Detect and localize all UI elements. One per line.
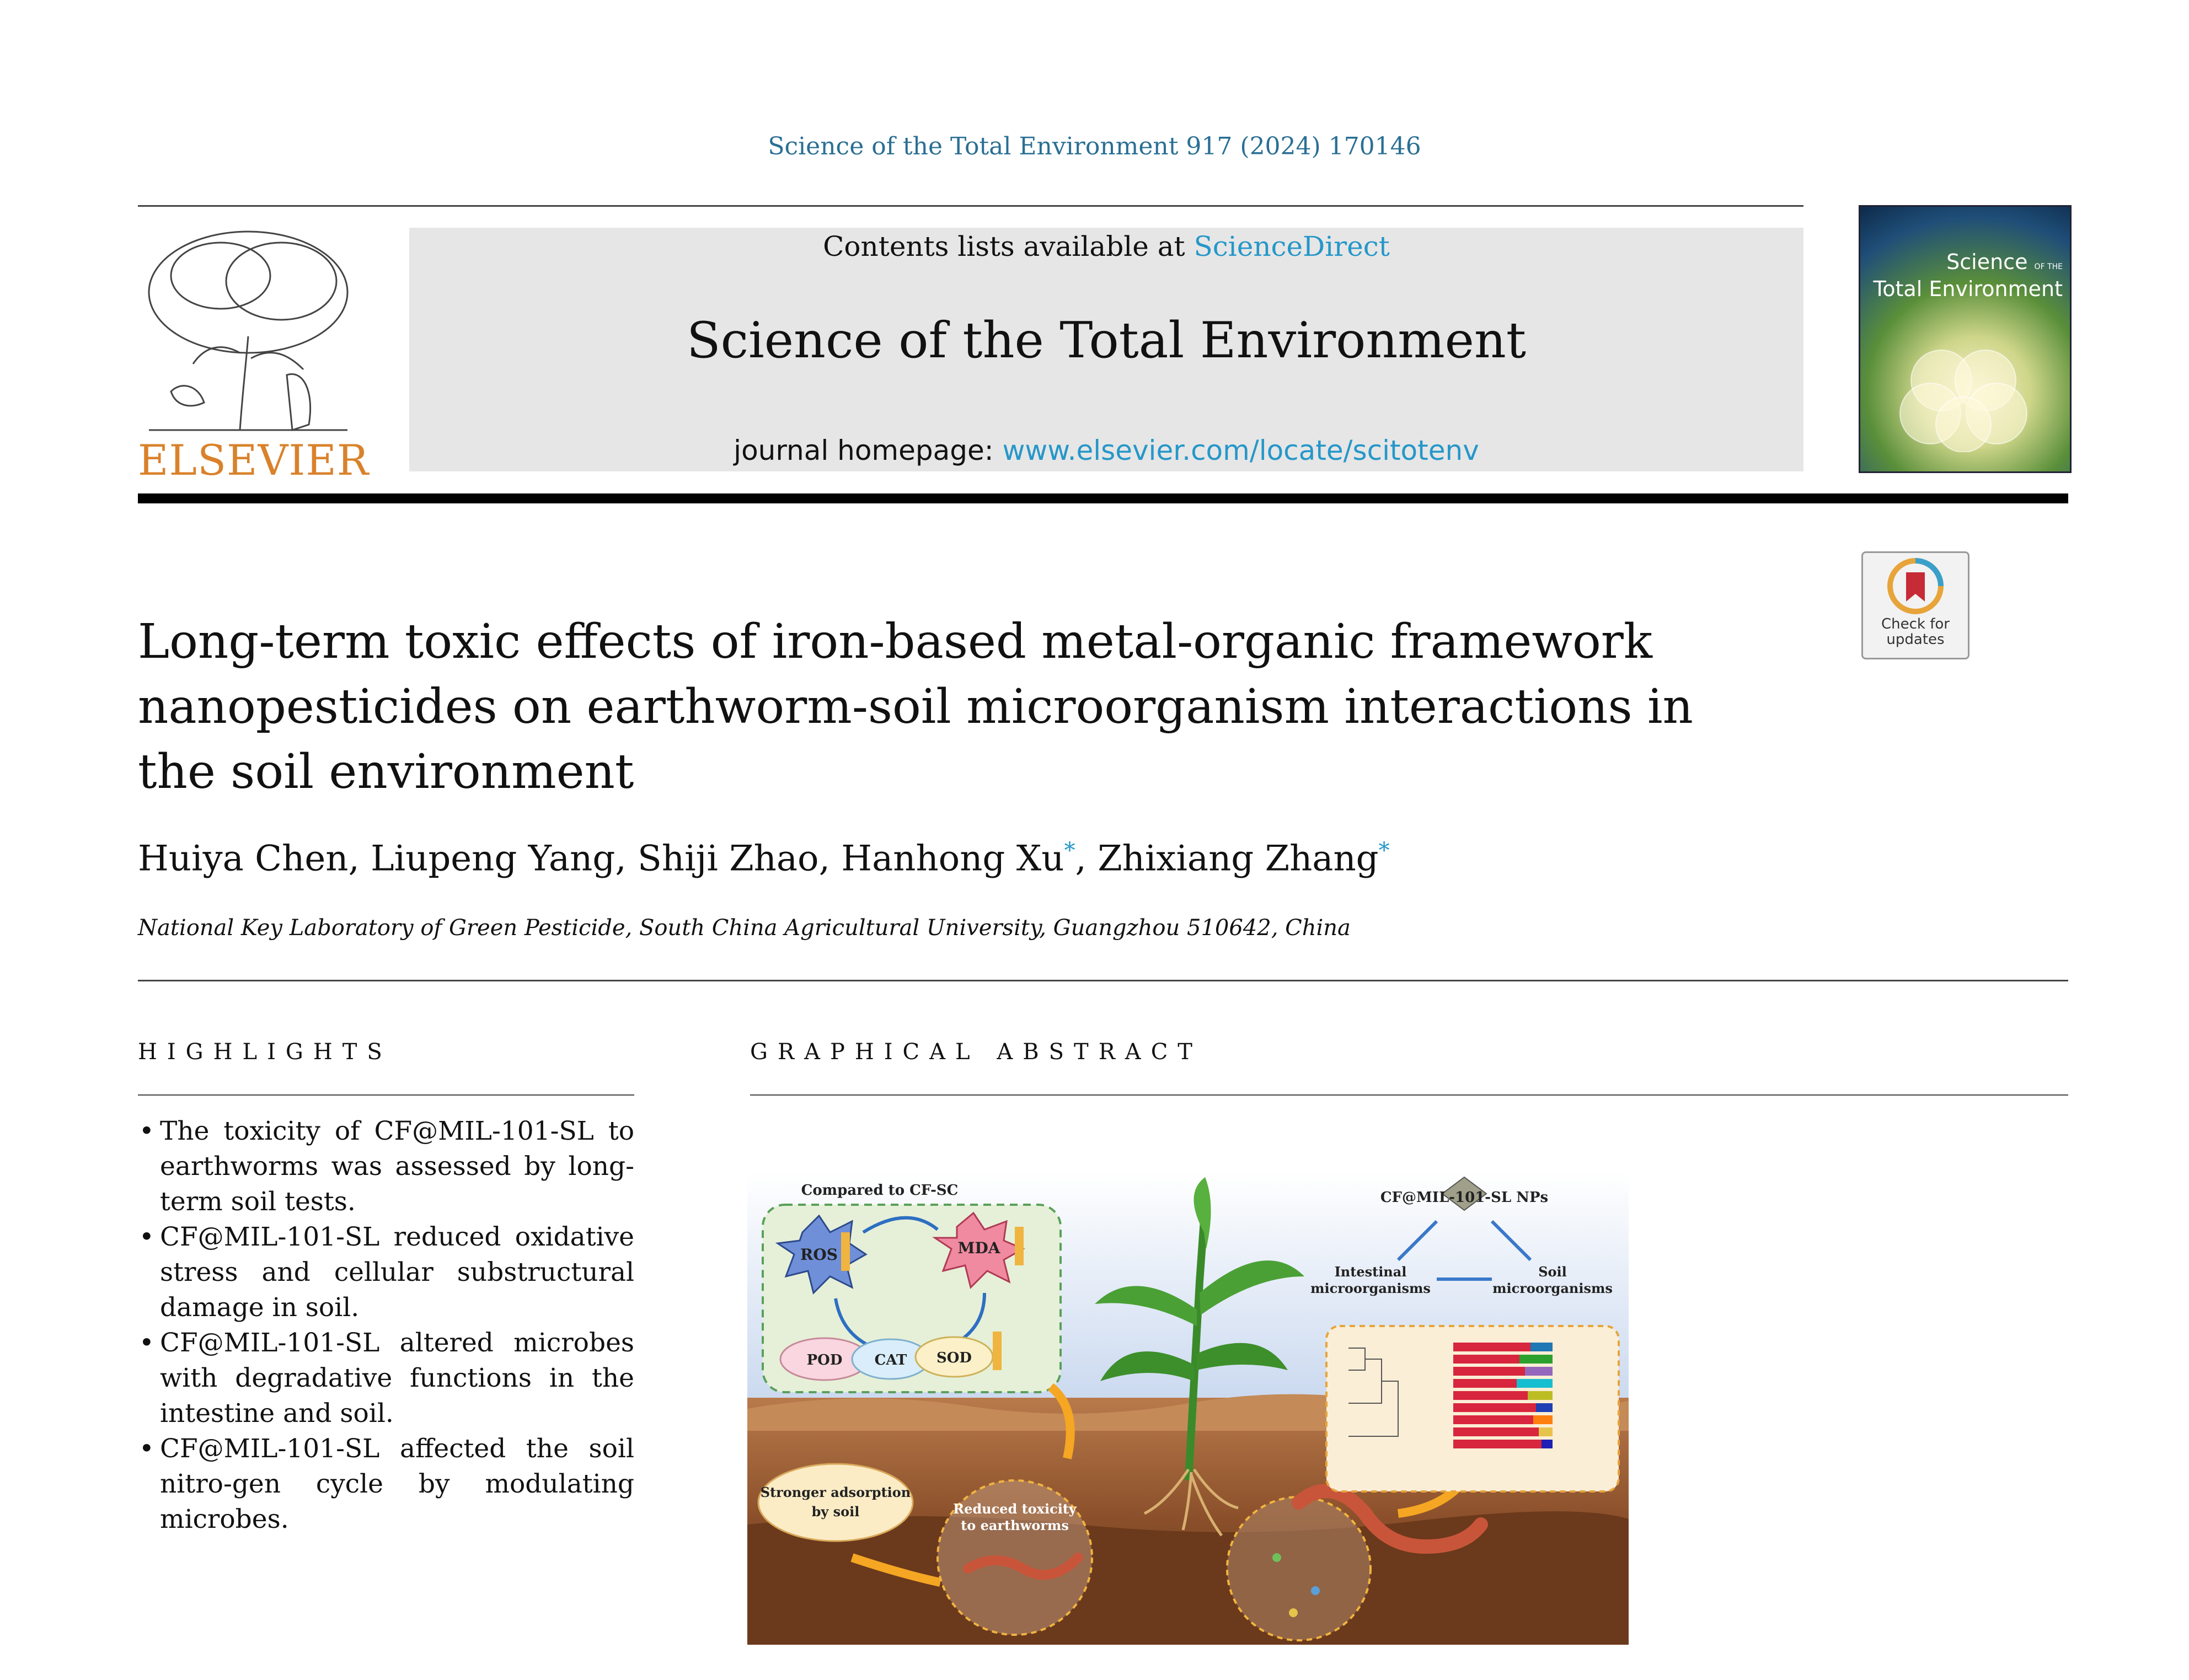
graphical-abstract-heading: GRAPHICAL ABSTRACT bbox=[750, 1039, 1202, 1065]
cover-title-science: Science bbox=[1946, 250, 2028, 274]
highlight-item: • CF@MIL-101-SL reduced oxidative stress and cellular substructural damage in soil. bbox=[138, 1220, 634, 1325]
author-name[interactable]: Liupeng Yang bbox=[371, 838, 616, 879]
pod-label: POD bbox=[806, 1352, 843, 1368]
author-list: Huiya Chen, Liupeng Yang, Shiji Zhao, Hanhong Xu*, Zhixiang Zhang* bbox=[138, 838, 1390, 879]
reduced-label-1: Reduced toxicity bbox=[953, 1501, 1077, 1517]
corresponding-author-star[interactable]: * bbox=[1064, 838, 1075, 863]
decrease-arrow-icon bbox=[841, 1232, 850, 1271]
cat-label: CAT bbox=[874, 1352, 907, 1368]
sod-label: SOD bbox=[936, 1350, 972, 1366]
soil-label-1: Soil bbox=[1538, 1264, 1567, 1280]
author-name[interactable]: Hanhong Xu bbox=[841, 838, 1064, 879]
journal-citation[interactable]: Science of the Total Environment 917 (2024) 170146 bbox=[768, 132, 1421, 160]
highlights-heading: HIGHLIGHTS bbox=[138, 1039, 392, 1065]
header-thick-rule bbox=[138, 493, 2068, 503]
bookmark-icon bbox=[1863, 553, 1968, 619]
elsevier-wordmark[interactable]: ELSEVIER bbox=[138, 436, 370, 485]
affiliation-rule bbox=[138, 980, 2068, 981]
author-name[interactable]: Shiji Zhao bbox=[638, 838, 819, 879]
contents-line bbox=[409, 230, 1803, 262]
article-title: Long-term toxic effects of iron-based metal-organic framework nanopesticides on earthworm-soil microorganism interactions in the soil environment bbox=[138, 614, 1693, 799]
check-for-updates-label: Check for updates bbox=[1881, 616, 1950, 648]
sciencedirect-link[interactable]: ScienceDirect bbox=[1193, 230, 1390, 262]
homepage-line bbox=[409, 434, 1803, 466]
graphical-abstract-rule bbox=[750, 1094, 2068, 1096]
journal-title: Science of the Total Environment bbox=[686, 312, 1527, 369]
highlight-item: • CF@MIL-101-SL affected the soil nitro-gen cycle by modulating microbes. bbox=[138, 1431, 634, 1537]
abundance-bars bbox=[1453, 1343, 1553, 1448]
soil-label-2: microorganisms bbox=[1492, 1280, 1613, 1296]
cover-title-total: Total Environment bbox=[1873, 277, 2063, 301]
compared-label: Compared to CF-SC bbox=[801, 1182, 959, 1199]
ros-label: ROS bbox=[800, 1246, 838, 1264]
highlights-list bbox=[138, 1114, 634, 1537]
corresponding-author-star[interactable]: * bbox=[1378, 838, 1390, 863]
highlights-rule bbox=[138, 1094, 634, 1096]
increase-arrow-icon bbox=[993, 1332, 1002, 1370]
adsorption-label-1: Stronger adsorption bbox=[760, 1484, 911, 1500]
reduced-label-2: to earthworms bbox=[961, 1517, 1069, 1533]
graphical-abstract-figure[interactable] bbox=[747, 1172, 1629, 1645]
intestinal-label-1: Intestinal bbox=[1334, 1264, 1407, 1280]
microbe-dot bbox=[1289, 1608, 1298, 1617]
top-rule bbox=[138, 205, 1803, 207]
highlight-item: • The toxicity of CF@MIL-101-SL to earthworms was assessed by long-term soil tests. bbox=[138, 1114, 634, 1220]
mda-label: MDA bbox=[957, 1239, 1000, 1257]
contents-prefix: Contents lists available at bbox=[823, 230, 1194, 262]
highlight-item: • CF@MIL-101-SL altered microbes with degradative functions in the intestine and soil. bbox=[138, 1325, 634, 1431]
homepage-prefix: journal homepage: bbox=[734, 434, 1003, 466]
adsorption-cloud-icon bbox=[758, 1464, 913, 1541]
intestinal-label-2: microorganisms bbox=[1310, 1280, 1431, 1296]
affiliation: National Key Laboratory of Green Pesticide, South China Agricultural University, Guangzhou 510642, China bbox=[138, 915, 1351, 941]
microbe-dot bbox=[1311, 1586, 1320, 1595]
nps-label: CF@MIL-101-SL NPs bbox=[1380, 1189, 1549, 1206]
decrease-arrow-icon bbox=[1015, 1227, 1024, 1265]
cover-title bbox=[1870, 251, 2063, 300]
homepage-link[interactable]: www.elsevier.com/locate/scitotenv bbox=[1002, 434, 1479, 466]
adsorption-label-2: by soil bbox=[811, 1504, 860, 1520]
microorganism-circle bbox=[1227, 1497, 1371, 1640]
cover-title-of: OF THE bbox=[2034, 262, 2063, 271]
author-name[interactable]: Huiya Chen bbox=[138, 838, 349, 879]
cover-petals-graphic bbox=[1892, 342, 2035, 452]
author-name[interactable]: Zhixiang Zhang bbox=[1098, 838, 1379, 879]
microbe-dot bbox=[1272, 1553, 1281, 1562]
